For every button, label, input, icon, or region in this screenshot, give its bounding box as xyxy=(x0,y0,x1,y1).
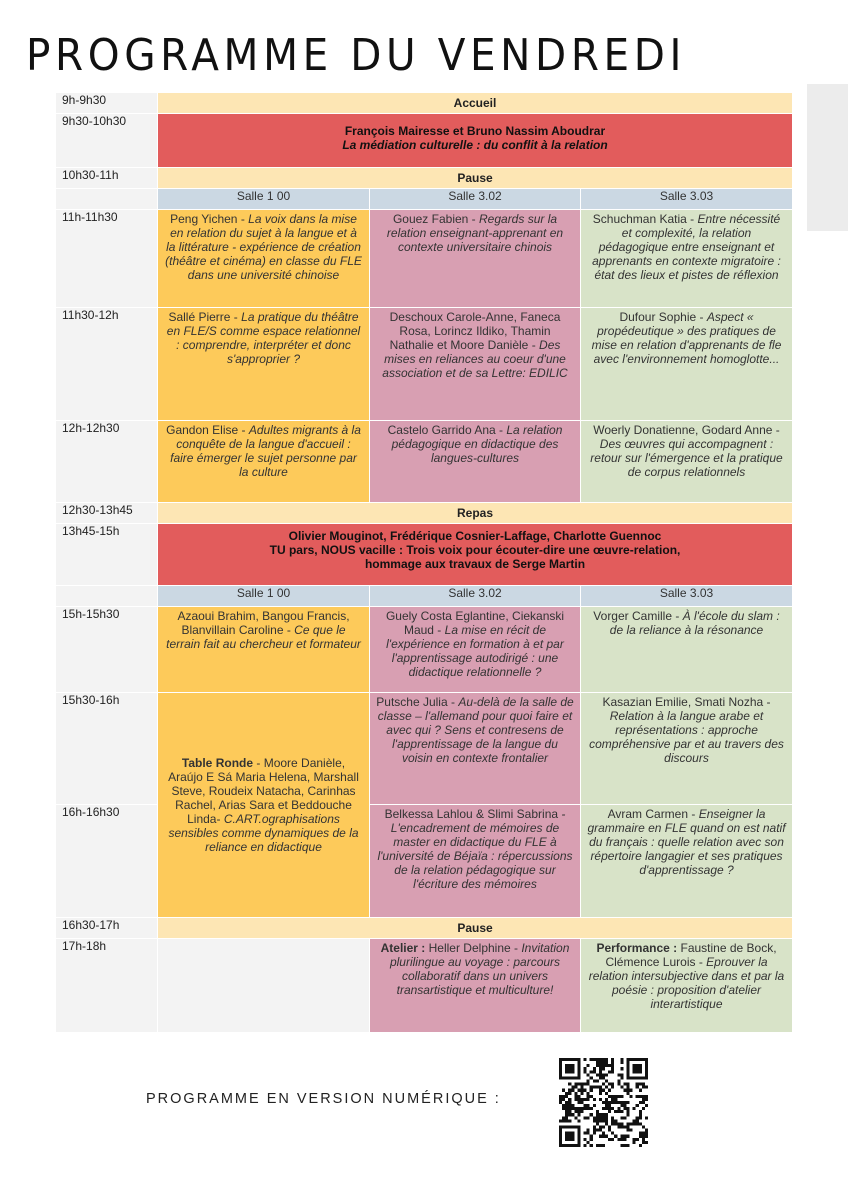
time-cell: 15h30-16h xyxy=(56,693,158,805)
time-cell: 12h30-13h45 xyxy=(56,503,158,524)
row-1530 xyxy=(56,693,793,805)
time-cell: 15h-15h30 xyxy=(56,607,158,693)
plenary-1-speakers: François Mairesse et Bruno Nassim Aboudrar xyxy=(344,124,606,138)
plenary-2-title-line-1: TU pars, NOUS vacille : Trois voix pour écouter-dire une œuvre-relation, xyxy=(269,543,681,557)
session-cell: Deschoux Carole-Anne, Faneca Rosa, Lorincz Ildiko, Thamin Nathalie et Moore Danièle - Des mises en reliances au coeur d'une association et de sa Lettre: EDILIC xyxy=(370,308,581,421)
time-cell: 16h-16h30 xyxy=(56,805,158,918)
row-pause-2 xyxy=(56,918,793,939)
time-cell: 13h45-15h xyxy=(56,524,158,586)
plenary-1 xyxy=(158,114,793,168)
session-cell: Schuchman Katia - Entre nécessité et complexité, la relation pédagogique entre enseignant et apprenants en contexte migratoire : état des lieux et pistes de réflexion xyxy=(581,210,793,308)
session-cell: Putsche Julia - Au-delà de la salle de classe – l'allemand pour quoi faire et avec qui ? Sens et contresens de l'apprentissage de la langue du voisin en contexte frontalier xyxy=(370,693,581,805)
side-tab xyxy=(807,84,848,231)
session-cell: Sallé Pierre - La pratique du théâtre en FLE/S comme espace relationnel : comprendre, interpréter et donc s'approprier ? xyxy=(158,308,370,421)
schedule-table xyxy=(55,92,793,1033)
session-cell: Dufour Sophie - Aspect « propédeutique » des pratiques de mise en relation d'apprenants de fle avec l'environnement homoglotte... xyxy=(581,308,793,421)
time-cell-empty xyxy=(56,189,158,210)
row-1200 xyxy=(56,421,793,503)
time-cell-empty xyxy=(56,586,158,607)
session-cell: Peng Yichen - La voix dans la mise en relation du sujet à la langue et à la littérature - expérience de création (théâtre et cinéma) en classe du FLE dans une université chinoise xyxy=(158,210,370,308)
time-cell: 17h-18h xyxy=(56,939,158,1033)
room-header-100: Salle 1 00 xyxy=(158,189,370,210)
row-rooms-2 xyxy=(56,586,793,607)
row-rooms-1 xyxy=(56,189,793,210)
row-1100 xyxy=(56,210,793,308)
time-cell: 11h30-12h xyxy=(56,308,158,421)
session-cell: Woerly Donatienne, Godard Anne - Des œuvres qui accompagnent : retour sur l'émergence et la pratique de corpus relationnels xyxy=(581,421,793,503)
session-cell: Castelo Garrido Ana - La relation pédagogique en didactique des langues-cultures xyxy=(370,421,581,503)
row-repas xyxy=(56,503,793,524)
plenary-1-title: La médiation culturelle : du conflit à la relation xyxy=(342,138,608,152)
row-1700 xyxy=(56,939,793,1033)
room-header-302: Salle 3.02 xyxy=(370,586,581,607)
row-pause-1 xyxy=(56,168,793,189)
time-cell: 9h30-10h30 xyxy=(56,114,158,168)
row-accueil xyxy=(56,93,793,114)
page-title: PROGRAMME DU VENDREDI xyxy=(26,30,687,81)
row-plenary-1 xyxy=(56,114,793,168)
break-pause-1: Pause xyxy=(158,168,793,189)
room-header-303: Salle 3.03 xyxy=(581,189,793,210)
footer-text: PROGRAMME EN VERSION NUMÉRIQUE : xyxy=(146,1091,501,1107)
session-cell: Azaoui Brahim, Bangou Francis, Blanvillain Caroline - Ce que le terrain fait au chercheur et formateur xyxy=(158,607,370,693)
plenary-2 xyxy=(158,524,793,586)
session-cell: Vorger Camille - À l'école du slam : de la reliance à la résonance xyxy=(581,607,793,693)
time-cell: 11h-11h30 xyxy=(56,210,158,308)
break-repas: Repas xyxy=(158,503,793,524)
time-cell: 12h-12h30 xyxy=(56,421,158,503)
row-1130 xyxy=(56,308,793,421)
session-cell: Guely Costa Eglantine, Ciekanski Maud - La mise en récit de l'expérience en formation à et par l'apprentissage autodirigé : une didactique relationnelle ? xyxy=(370,607,581,693)
empty-cell xyxy=(158,939,370,1033)
break-pause-2: Pause xyxy=(158,918,793,939)
room-header-302: Salle 3.02 xyxy=(370,189,581,210)
session-cell: Avram Carmen - Enseigner la grammaire en FLE quand on est natif du français : quelle relation avec son répertoire langagier et ses pratiques d'apprentissage ? xyxy=(581,805,793,918)
atelier-cell: Atelier : Heller Delphine - Invitation plurilingue au voyage : parcours collaboratif dans un univers transartistique et multiculture! xyxy=(370,939,581,1033)
time-cell: 16h30-17h xyxy=(56,918,158,939)
session-cell: Gouez Fabien - Regards sur la relation enseignant-apprenant en contexte universitaire chinois xyxy=(370,210,581,308)
plenary-2-title-line-2: hommage aux travaux de Serge Martin xyxy=(364,557,586,571)
session-cell: Kasazian Emilie, Smati Nozha - Relation à la langue arabe et représentations : approche compréhensive par et au travers des discours xyxy=(581,693,793,805)
time-cell: 9h-9h30 xyxy=(56,93,158,114)
room-header-303: Salle 3.03 xyxy=(581,586,793,607)
session-cell: Belkessa Lahlou & Slimi Sabrina - L'encadrement de mémoires de master en didactique du FLE à l'université de Béjaïa : répercussions de la relation pédagogique sur l'écriture des mémoires xyxy=(370,805,581,918)
plenary-2-speakers: Olivier Mouginot, Frédérique Cosnier-Laffage, Charlotte Guennoc xyxy=(288,529,662,543)
row-plenary-2 xyxy=(56,524,793,586)
break-accueil: Accueil xyxy=(158,93,793,114)
qr-code-icon[interactable] xyxy=(559,1058,648,1147)
time-cell: 10h30-11h xyxy=(56,168,158,189)
row-1500 xyxy=(56,607,793,693)
performance-cell: Performance : Faustine de Bock, Clémence Lurois - Eprouver la relation intersubjective dans et par la poésie : proposition d'atelier interartistique xyxy=(581,939,793,1033)
room-header-100: Salle 1 00 xyxy=(158,586,370,607)
table-ronde-cell: Table Ronde - Moore Danièle, Araújo E Sá Maria Helena, Marshall Steve, Roudeix Natacha, Carinhas Rachel, Arias Sara et Beddouche Linda- C.ART.ographisations sensibles comme dynamiques de la reliance en didactique xyxy=(158,693,370,918)
session-cell: Gandon Elise - Adultes migrants à la conquête de la langue d'accueil : faire émerger le sujet personne par la culture xyxy=(158,421,370,503)
